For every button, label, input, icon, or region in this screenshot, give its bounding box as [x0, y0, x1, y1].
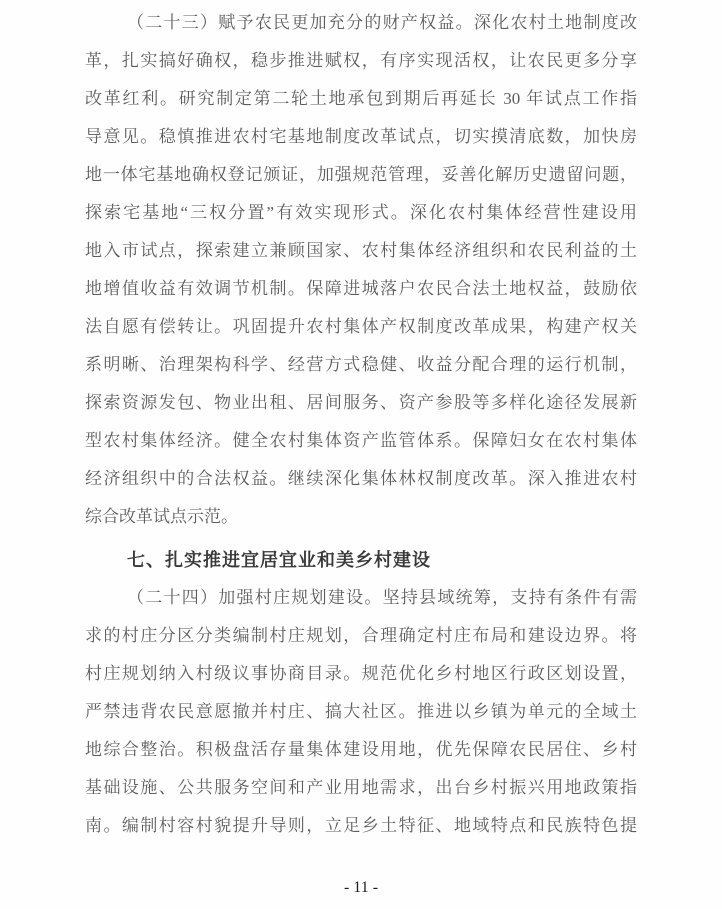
text-line: 经济组织中的合法权益。继续深化集体林权制度改革。深入推进农村	[85, 469, 637, 488]
text-line: 改革红利。研究制定第二轮土地承包到期后再延长 30 年试点工作指	[85, 89, 637, 108]
text-line: 求的村庄分区分类编制村庄规划，合理确定村庄布局和建设边界。将	[85, 626, 637, 645]
text-line: （二十四）加强村庄规划建设。坚持县域统筹，支持有条件有需	[127, 588, 637, 607]
text-line: 探索资源发包、物业出租、居间服务、资产参股等多样化途径发展新	[85, 393, 637, 412]
text-line: 系明晰、治理架构科学、经营方式稳健、收益分配合理的运行机制，	[85, 355, 637, 374]
text-line: 革，扎实搞好确权，稳步推进赋权，有序实现活权，让农民更多分享	[85, 51, 637, 70]
text-line: 型农村集体经济。健全农村集体资产监管体系。保障妇女在农村集体	[85, 431, 637, 450]
text-line: 导意见。稳慎推进农村宅基地制度改革试点，切实摸清底数，加快房	[85, 127, 637, 146]
paragraph-23	[85, 4, 637, 536]
text-line: 地一体宅基地确权登记颁证，加强规范管理，妥善化解历史遗留问题，	[85, 165, 637, 184]
text-line: 法自愿有偿转让。巩固提升农村集体产权制度改革成果，构建产权关	[85, 317, 637, 336]
text-line: 地综合整治。积极盘活存量集体建设用地，优先保障农民居住、乡村	[85, 740, 637, 759]
document-content	[85, 4, 637, 907]
text-line: 村庄规划纳入村级议事协商目录。规范优化乡村地区行政区划设置，	[85, 664, 637, 683]
text-line: （二十三）赋予农民更加充分的财产权益。深化农村土地制度改	[127, 13, 637, 32]
text-line: 地入市试点，探索建立兼顾国家、农村集体经济组织和农民利益的土	[85, 241, 637, 260]
section-heading: 七、扎实推进宜居宜业和美乡村建设	[127, 550, 431, 570]
text-line: 地增值收益有效调节机制。保障进城落户农民合法土地权益，鼓励依	[85, 279, 637, 298]
text-line: 南。编制村容村貌提升导则，立足乡土特征、地域特点和民族特色提	[85, 816, 637, 835]
text-line: 综合改革试点示范。	[85, 507, 238, 526]
text-line: 严禁违背农民意愿撤并村庄、搞大社区。推进以乡镇为单元的全域土	[85, 702, 637, 721]
paragraph-24	[85, 579, 637, 845]
page-number: - 11 -	[343, 879, 379, 896]
text-line: 基础设施、公共服务空间和产业用地需求，出台乡村振兴用地政策指	[85, 778, 637, 797]
text-line: 探索宅基地“三权分置”有效实现形式。深化农村集体经营性建设用	[85, 203, 637, 222]
